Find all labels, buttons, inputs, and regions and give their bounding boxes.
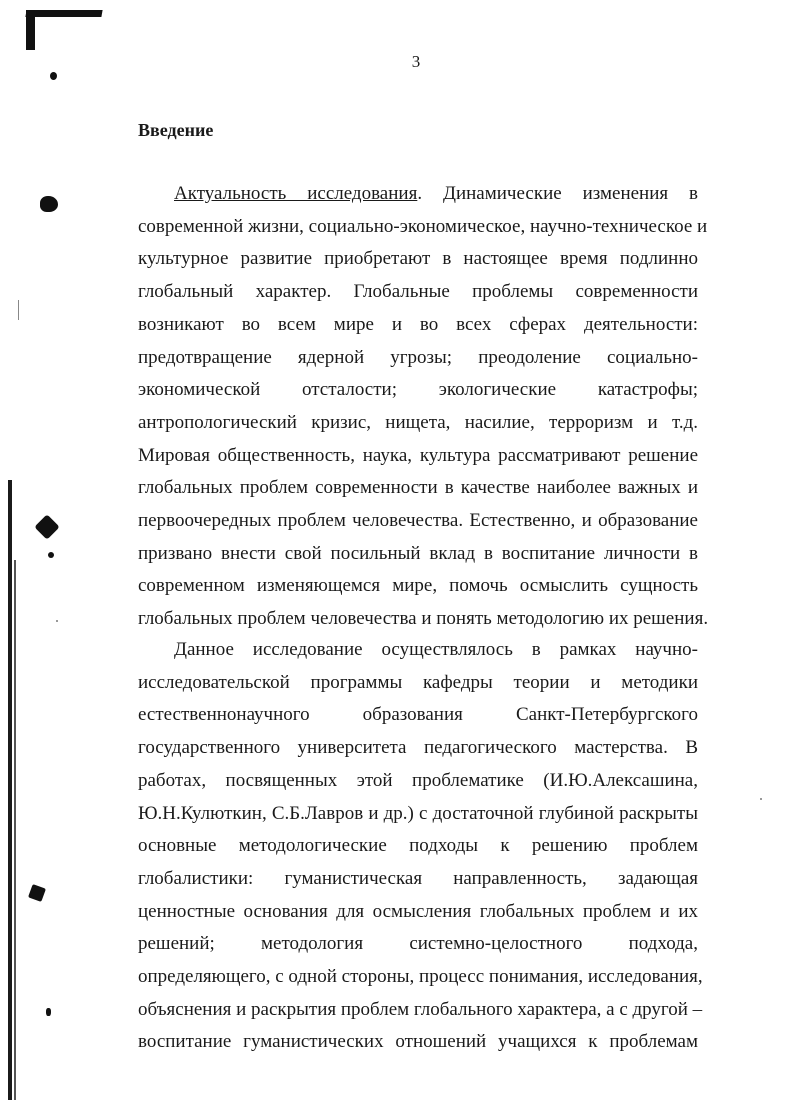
relevance-lead: Актуальность исследования (174, 183, 418, 204)
scan-binding-edge (8, 480, 12, 1100)
text-line (138, 178, 698, 211)
text-line: естественнонаучного образования Санкт-Петербургского (138, 704, 698, 726)
text-line: антропологический кризис, нищета, насилие, терроризм и т.д. (138, 411, 698, 433)
scan-speck (18, 300, 19, 320)
text-line-content: Динамические изменения в (443, 183, 699, 204)
scan-blot (28, 884, 46, 902)
scan-blot (46, 1008, 51, 1016)
relevance-lead-punct: . (417, 183, 423, 204)
text-line: Ю.Н.Кулюткин, С.Б.Лавров и др.) с достаточной глубиной раскрыты (138, 802, 698, 824)
scan-speck (760, 798, 762, 800)
text-line: современном изменяющемся мире, помочь осмыслить сущность (138, 575, 698, 597)
text-line: современной жизни, социально-экономическое, научно-техническое и (138, 215, 708, 237)
text-line: экономической отсталости; экологические катастрофы; (138, 379, 698, 401)
text-line: первоочередных проблем человечества. Естественно, и образование (138, 510, 698, 532)
text-line: воспитание гуманистических отношений учащихся к проблемам (138, 1031, 698, 1053)
scan-blot (48, 552, 54, 558)
section-heading: Введение (138, 120, 214, 140)
text-line: объяснения и раскрытия проблем глобального характера, а с другой – (138, 998, 703, 1020)
paragraph-research-context (138, 634, 703, 1059)
scan-blot (34, 514, 59, 539)
text-line: исследовательской программы кафедры теории и методики (138, 671, 698, 693)
paragraph-relevance (138, 178, 709, 636)
scan-blot (50, 72, 57, 80)
text-line: глобалистики: гуманистическая направленность, задающая (138, 867, 698, 889)
scan-speck (56, 620, 58, 622)
scan-corner-mark-vertical (26, 10, 35, 50)
text-line: возникают во всем мире и во всех сферах деятельности: (138, 313, 698, 335)
scan-corner-mark (25, 10, 102, 17)
text-line: призвано внести свой посильный вклад в воспитание личности в (138, 542, 698, 564)
text-line: глобальных проблем современности в качестве наиболее важных и (138, 477, 698, 499)
text-line: ценностные основания для осмысления глобальных проблем и их (138, 900, 698, 922)
text-line: глобальных проблем человечества и понять методологию их решения. (138, 608, 709, 630)
text-line: определяющего, с одной стороны, процесс понимания, исследования, (138, 966, 703, 988)
text-line: решений; методология системно-целостного подхода, (138, 933, 698, 955)
scan-binding-edge-inner (14, 560, 16, 1100)
text-line: культурное развитие приобретают в настоящее время подлинно (138, 248, 698, 270)
text-line: основные методологические подходы к решению проблем (138, 835, 698, 857)
scan-blot (40, 196, 58, 212)
text-line: государственного университета педагогического мастерства. В (138, 737, 698, 759)
text-line: Мировая общественность, наука, культура рассматривают решение (138, 444, 698, 466)
text-line: Данное исследование осуществлялось в рамках научно- (174, 639, 698, 660)
text-line: глобальный характер. Глобальные проблемы современности (138, 281, 698, 303)
text-line: предотвращение ядерной угрозы; преодоление социально- (138, 346, 698, 368)
text-line: работах, посвященных этой проблематике (И.Ю.Алексашина, (138, 769, 698, 791)
page-number: 3 (411, 52, 421, 71)
